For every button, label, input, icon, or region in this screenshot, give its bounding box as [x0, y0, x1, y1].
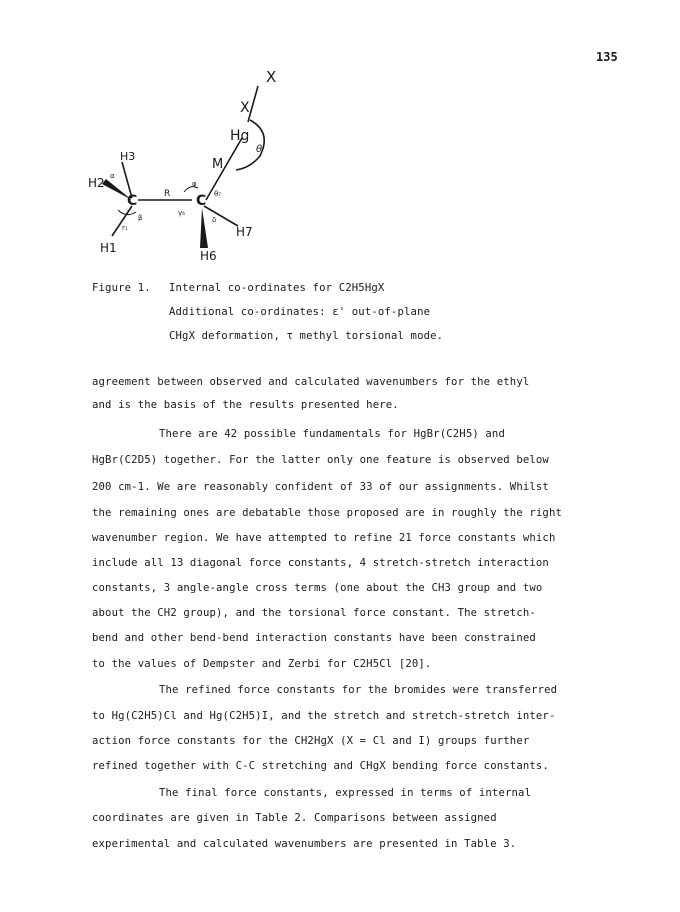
atom-h3: H3	[120, 150, 136, 163]
text-line: wavenumber region. We have attempted to refine 21 force constants which	[92, 532, 556, 544]
c2-h6-wedge	[200, 208, 208, 248]
text-line: 200 cm-1. We are reasonably confident of 33 of our assignments. Whilst	[92, 481, 549, 493]
caption-line-1: Internal co-ordinates for C2H5HgX	[169, 282, 385, 294]
text-line: The refined force constants for the bromides were transferred	[159, 684, 558, 696]
page-number: 135	[596, 50, 618, 64]
atom-c2: C	[196, 193, 207, 209]
text-line: the remaining ones are debatable those proposed are in roughly the right	[92, 507, 563, 519]
label-beta: β	[138, 214, 143, 222]
text-line: about the CH2 group), and the torsional force constant. The stretch-	[92, 607, 536, 619]
label-alpha: α	[110, 172, 115, 180]
caption-label: Figure 1.	[92, 282, 151, 294]
label-r1: r₁	[122, 224, 128, 232]
text-line: and is the basis of the results presented here.	[92, 399, 399, 411]
text-line: coordinates are given in Table 2. Comparisons between assigned	[92, 812, 497, 824]
text-line: refined together with C-C stretching and CHgX bending force constants.	[92, 760, 549, 772]
label-delta: δ	[212, 216, 217, 224]
label-gamma: γ₆	[178, 209, 185, 217]
caption-line-3: CHgX deformation, τ methyl torsional mode.	[169, 330, 444, 342]
atom-h1: H1	[100, 241, 117, 255]
text-line: HgBr(C2D5) together. For the latter only one feature is observed below	[92, 454, 549, 466]
text-line: include all 13 diagonal force constants, 4 stretch-stretch interaction	[92, 557, 549, 569]
label-theta7: θ₇	[214, 190, 222, 198]
molecule-diagram	[80, 60, 320, 270]
text-line: to the values of Dempster and Zerbi for C2H5Cl [20].	[92, 658, 432, 670]
text-line: agreement between observed and calculated wavenumbers for the ethyl	[92, 376, 530, 388]
caption-line-2: Additional co-ordinates: ε' out-of-plane	[169, 306, 431, 318]
molecule-figure	[80, 60, 320, 270]
atom-h6: H6	[200, 249, 217, 263]
atom-hg: Hg	[230, 128, 250, 144]
text-line: constants, 3 angle-angle cross terms (one about the CH3 group and two	[92, 582, 543, 594]
text-line: action force constants for the CH2HgX (X = Cl and I) groups further	[92, 735, 530, 747]
label-theta: θ	[256, 144, 263, 155]
atom-h2: H2	[88, 176, 105, 190]
text-line: The final force constants, expressed in terms of internal	[159, 787, 532, 799]
atom-x-top: X	[266, 68, 277, 86]
label-phi: φ	[192, 180, 197, 188]
c2-h7-bond	[204, 206, 238, 226]
text-line: bend and other bend-bend interaction constants have been constrained	[92, 632, 536, 644]
text-line: to Hg(C2H5)Cl and Hg(C2H5)I, and the stretch and stretch-stretch inter-	[92, 710, 556, 722]
atom-h7: H7	[236, 225, 253, 239]
label-r: R	[164, 189, 171, 199]
text-line: There are 42 possible fundamentals for HgBr(C2H5) and	[159, 428, 505, 440]
atom-c1: C	[127, 193, 138, 209]
atom-x-bond: X	[240, 100, 250, 116]
text-line: experimental and calculated wavenumbers are presented in Table 3.	[92, 838, 517, 850]
atom-m: M	[212, 157, 224, 172]
